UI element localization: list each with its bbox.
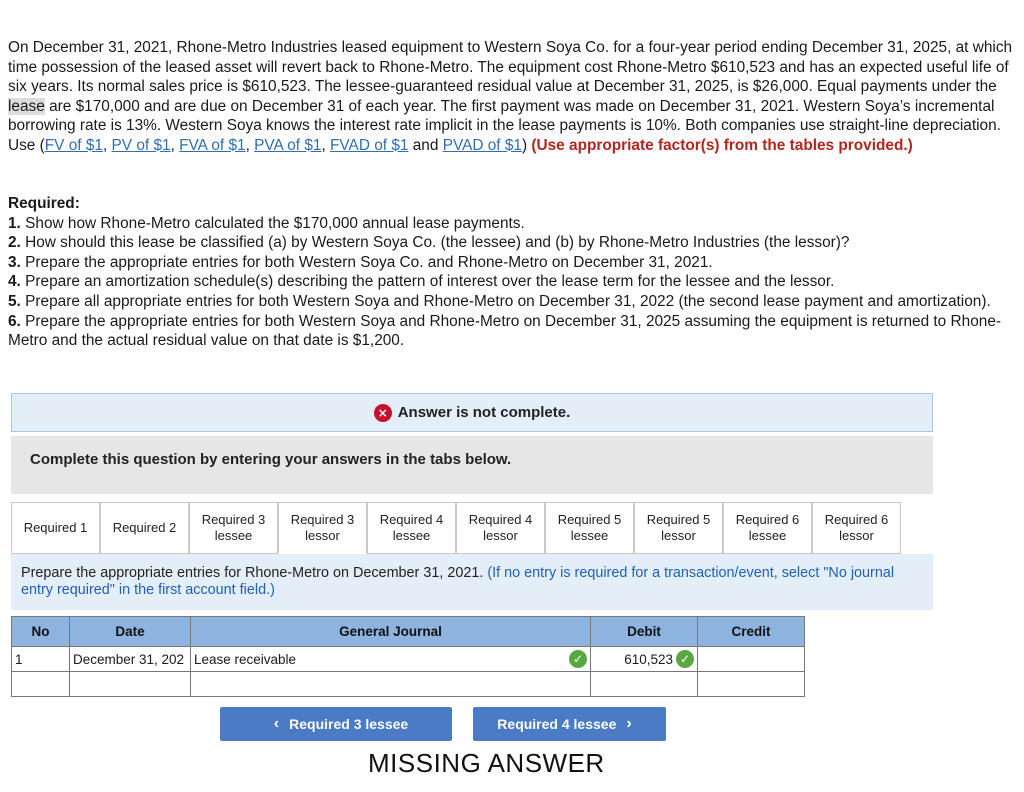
problem-statement: On December 31, 2021, Rhone-Metro Industries leased equipment to Western Soya Co. for a four-year period ending December 31, 2025, at which time possession of the leased asset will revert back to Rhone-Metro. The equipment cost Rhone-Metro $610,523 and has an expected useful life of six years. Its normal sales price is $610,523. The lessee-guaranteed residual value at December 31, 2025, is $26,000. Equal payments under the lease are $170,000 and are due on December 31 of each year. The first payment was made on December 31, 2021. Western Soya’s incremental borrowing rate is 13%. Western Soya knows the interest rate implicit in the lease payments is 10%. Both companies use straight-line depreciation. Use (FV of $1, PV of $1, FVA of $1, PVA of $1, FVAD of $1 and PVAD of $1) (Use appropriate factor(s) from the tables provided.) — [8, 39, 1013, 154]
tab-required-6-lessor[interactable]: Required 6 lessor — [812, 502, 901, 554]
required-item: 4. Prepare an amortization schedule(s) describing the pattern of interest over the lease term for the lessee and the lessor. — [8, 273, 835, 291]
prev-tab-label: Required 3 lessee — [289, 716, 409, 732]
tab-required-2[interactable]: Required 2 — [100, 502, 189, 554]
required-list — [8, 194, 1014, 351]
row-number — [12, 672, 70, 697]
header-no: No — [12, 617, 70, 647]
required-tabs — [11, 502, 901, 554]
prev-tab-button[interactable] — [220, 707, 452, 741]
tab-instruction-hint: (If no entry is required for a transaction/event, select "No journal entry required" in the first account field.) — [21, 565, 895, 598]
tab-required-5-lessee[interactable]: Required 5 lessee — [545, 502, 634, 554]
date-select[interactable] — [70, 672, 191, 697]
tab-instruction-text: Prepare the appropriate entries for Rhone-Metro on December 31, 2021. — [21, 565, 488, 581]
link-pva-of-1[interactable]: PVA of $1 — [254, 136, 322, 154]
account-value: Lease receivable — [194, 651, 297, 667]
tab-instructions — [11, 554, 933, 610]
correct-check-icon: ✓ — [569, 650, 587, 668]
journal-row — [12, 647, 805, 672]
row-number: 1 — [12, 647, 70, 672]
debit-input[interactable] — [591, 647, 698, 672]
debit-input[interactable] — [591, 672, 698, 697]
highlighted-word: lease — [8, 97, 45, 115]
header-credit: Credit — [698, 617, 805, 647]
header-date: Date — [70, 617, 191, 647]
header-general-journal: General Journal — [191, 617, 591, 647]
answer-status-banner — [11, 393, 933, 432]
credit-input[interactable] — [698, 647, 805, 672]
instruction-bar: Complete this question by entering your answers in the tabs below. — [11, 436, 933, 494]
required-item: 2. How should this lease be classified (a) by Western Soya Co. (the lessee) and (b) by Rhone-Metro Industries (the lessor)? — [8, 234, 850, 252]
debit-value: 610,523 — [624, 651, 673, 667]
tab-required-5-lessor[interactable]: Required 5 lessor — [634, 502, 723, 554]
tab-required-3-lessor[interactable]: Required 3 lessor — [278, 502, 367, 554]
chevron-right-icon: › — [626, 715, 632, 732]
link-pv-of-1[interactable]: PV of $1 — [111, 136, 171, 154]
required-item: 5. Prepare all appropriate entries for both Western Soya and Rhone-Metro on December 31, 2022 (the second lease payment and amortization). — [8, 292, 991, 310]
tab-required-1[interactable]: Required 1 — [11, 502, 100, 554]
required-title: Required: — [8, 195, 80, 212]
tab-required-4-lessee[interactable]: Required 4 lessee — [367, 502, 456, 554]
missing-answer-label: MISSING ANSWER — [368, 748, 605, 778]
credit-input[interactable] — [698, 672, 805, 697]
required-item: 3. Prepare the appropriate entries for both Western Soya Co. and Rhone-Metro on December 31, 2021. — [8, 253, 713, 271]
tab-required-6-lessee[interactable]: Required 6 lessee — [723, 502, 812, 554]
factor-instruction: (Use appropriate factor(s) from the tables provided.) — [531, 136, 913, 154]
journal-header-row — [12, 617, 805, 647]
chevron-left-icon: ‹ — [273, 715, 280, 732]
link-fv-of-1[interactable]: FV of $1 — [44, 136, 103, 154]
journal-table — [11, 616, 805, 697]
link-fvad-of-1[interactable]: FVAD of $1 — [330, 136, 409, 154]
tab-required-3-lessee[interactable]: Required 3 lessee — [189, 502, 278, 554]
account-select[interactable] — [191, 647, 591, 672]
date-select[interactable]: December 31, 202 — [70, 647, 191, 672]
link-fva-of-1[interactable]: FVA of $1 — [179, 136, 246, 154]
next-tab-label: Required 4 lessee — [497, 716, 617, 732]
answer-status-text: Answer is not complete. — [397, 404, 571, 421]
required-item: 1. Show how Rhone-Metro calculated the $170,000 annual lease payments. — [8, 214, 525, 232]
link-pvad-of-1[interactable]: PVAD of $1 — [442, 136, 522, 154]
required-item: 6. Prepare the appropriate entries for both Western Soya and Rhone-Metro on December 31, 2025 assuming the equipment is returned to Rhone-Metro and the actual residual value on that date is $1,200. — [8, 312, 1001, 350]
account-select[interactable] — [191, 672, 591, 697]
journal-row — [12, 672, 805, 697]
problem-text-2: are $170,000 and are due on December 31 of each year. The first payment was made on December 31, 2021. Western Soya’s incremental borrowing rate is 13%. Western Soya knows the interest rate implicit in the lease payments is 10%. Both companies use straight-line depreciation. Use ( — [8, 97, 1001, 154]
problem-text-1: On December 31, 2021, Rhone-Metro Industries leased equipment to Western Soya Co. for a four-year period ending December 31, 2025, at which time possession of the leased asset will revert back to Rhone-Metro. The equipment cost Rhone-Metro $610,523 and has an expected useful life of six years. Its normal sales price is $610,523. The lessee-guaranteed residual value at December 31, 2025, is $26,000. Equal payments under the — [8, 39, 1013, 95]
error-x-icon: × — [374, 404, 392, 422]
correct-check-icon: ✓ — [676, 650, 694, 668]
header-debit: Debit — [591, 617, 698, 647]
tab-required-4-lessor[interactable]: Required 4 lessor — [456, 502, 545, 554]
next-tab-button[interactable] — [473, 707, 666, 741]
